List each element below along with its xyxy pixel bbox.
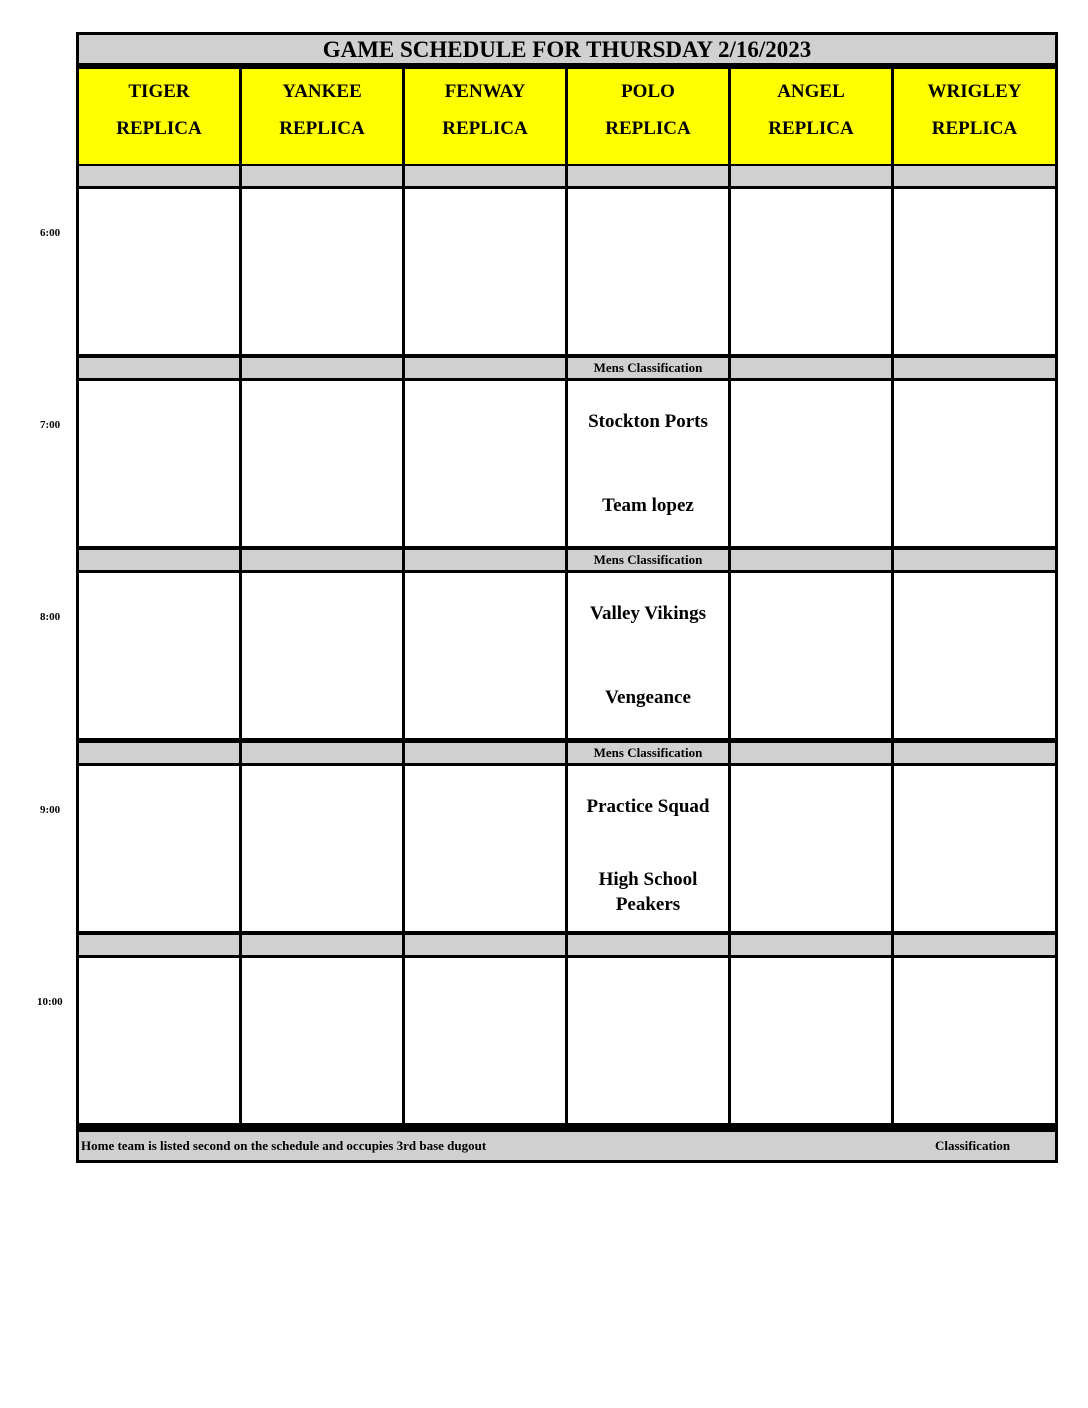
field-header-fenway xyxy=(405,69,565,164)
empty-slot xyxy=(731,958,891,1123)
time-label: 9:00 xyxy=(40,804,61,816)
footer-classification-label: Classification xyxy=(935,1138,1011,1153)
schedule-sheet xyxy=(76,32,1058,1163)
classification-band xyxy=(242,550,402,570)
classification-band xyxy=(242,166,402,186)
empty-slot xyxy=(894,958,1055,1123)
classification-band: Mens Classification xyxy=(568,358,728,378)
empty-slot xyxy=(79,766,239,931)
time-label: 8:00 xyxy=(40,611,61,623)
classification-band xyxy=(894,550,1055,570)
empty-slot xyxy=(405,573,565,738)
footer-note: Home team is listed second on the schedule and occupies 3rd base dugout xyxy=(81,1138,487,1153)
game-slot xyxy=(568,766,728,931)
away-team: Stockton Ports xyxy=(588,411,708,432)
field-subtitle: REPLICA xyxy=(768,118,854,139)
field-header-yankee xyxy=(242,69,402,164)
game-slot xyxy=(568,573,728,738)
empty-slot xyxy=(894,189,1055,354)
classification-band xyxy=(568,935,728,955)
away-team: Practice Squad xyxy=(586,796,710,817)
schedule-footer xyxy=(79,1132,1055,1160)
empty-slot xyxy=(242,573,402,738)
empty-slot xyxy=(568,189,728,354)
empty-slot xyxy=(894,573,1055,738)
home-team: Team lopez xyxy=(602,495,694,516)
classification-band xyxy=(242,358,402,378)
classification-band xyxy=(405,550,565,570)
classification-band: Mens Classification xyxy=(568,550,728,570)
empty-slot xyxy=(405,766,565,931)
classification-band xyxy=(242,935,402,955)
classification-band xyxy=(568,166,728,186)
classification-band xyxy=(242,743,402,763)
field-subtitle: REPLICA xyxy=(116,118,202,139)
empty-slot xyxy=(242,766,402,931)
field-name: FENWAY xyxy=(444,81,526,102)
field-name: ANGEL xyxy=(777,81,845,102)
field-subtitle: REPLICA xyxy=(279,118,365,139)
empty-slot xyxy=(731,381,891,546)
classification-band xyxy=(731,743,891,763)
field-subtitle: REPLICA xyxy=(442,118,528,139)
field-header-polo xyxy=(568,69,728,164)
home-team: Vengeance xyxy=(605,687,691,708)
classification-band xyxy=(405,166,565,186)
schedule-title: GAME SCHEDULE FOR THURSDAY 2/16/2023 xyxy=(79,35,1055,66)
field-name: WRIGLEY xyxy=(927,81,1022,102)
empty-slot xyxy=(894,381,1055,546)
home-team xyxy=(568,867,728,917)
field-name: TIGER xyxy=(128,81,190,102)
empty-slot xyxy=(568,958,728,1123)
field-subtitle: REPLICA xyxy=(931,118,1018,139)
classification-band xyxy=(731,935,891,955)
classification-band xyxy=(79,743,239,763)
away-team: Valley Vikings xyxy=(590,603,706,624)
empty-slot xyxy=(405,381,565,546)
classification-band xyxy=(79,358,239,378)
classification-band xyxy=(894,935,1055,955)
empty-slot xyxy=(79,958,239,1123)
classification-band xyxy=(405,935,565,955)
classification-band: Mens Classification xyxy=(568,743,728,763)
empty-slot xyxy=(731,573,891,738)
empty-slot xyxy=(405,958,565,1123)
classification-band xyxy=(79,550,239,570)
classification-band xyxy=(79,935,239,955)
field-name: POLO xyxy=(621,81,675,102)
time-label: 6:00 xyxy=(40,227,61,239)
classification-band xyxy=(731,550,891,570)
classification-band xyxy=(894,743,1055,763)
field-header-angel xyxy=(731,69,891,164)
field-header-tiger xyxy=(79,69,239,164)
empty-slot xyxy=(731,189,891,354)
classification-band xyxy=(894,358,1055,378)
classification-band xyxy=(405,743,565,763)
field-subtitle: REPLICA xyxy=(605,118,691,139)
empty-slot xyxy=(731,766,891,931)
home-team-line: Peakers xyxy=(615,894,681,915)
empty-slot xyxy=(79,573,239,738)
field-header-wrigley xyxy=(894,69,1055,164)
empty-slot xyxy=(242,958,402,1123)
classification-band xyxy=(731,166,891,186)
empty-slot xyxy=(79,381,239,546)
game-slot xyxy=(568,381,728,546)
empty-slot xyxy=(242,381,402,546)
classification-band xyxy=(79,166,239,186)
classification-band xyxy=(731,358,891,378)
home-team-line: High School xyxy=(598,869,698,890)
field-name: YANKEE xyxy=(282,81,362,102)
empty-slot xyxy=(894,766,1055,931)
empty-slot xyxy=(79,189,239,354)
empty-slot xyxy=(405,189,565,354)
classification-band xyxy=(405,358,565,378)
empty-slot xyxy=(242,189,402,354)
classification-band xyxy=(894,166,1055,186)
time-label: 7:00 xyxy=(40,419,61,431)
time-label: 10:00 xyxy=(37,996,63,1008)
